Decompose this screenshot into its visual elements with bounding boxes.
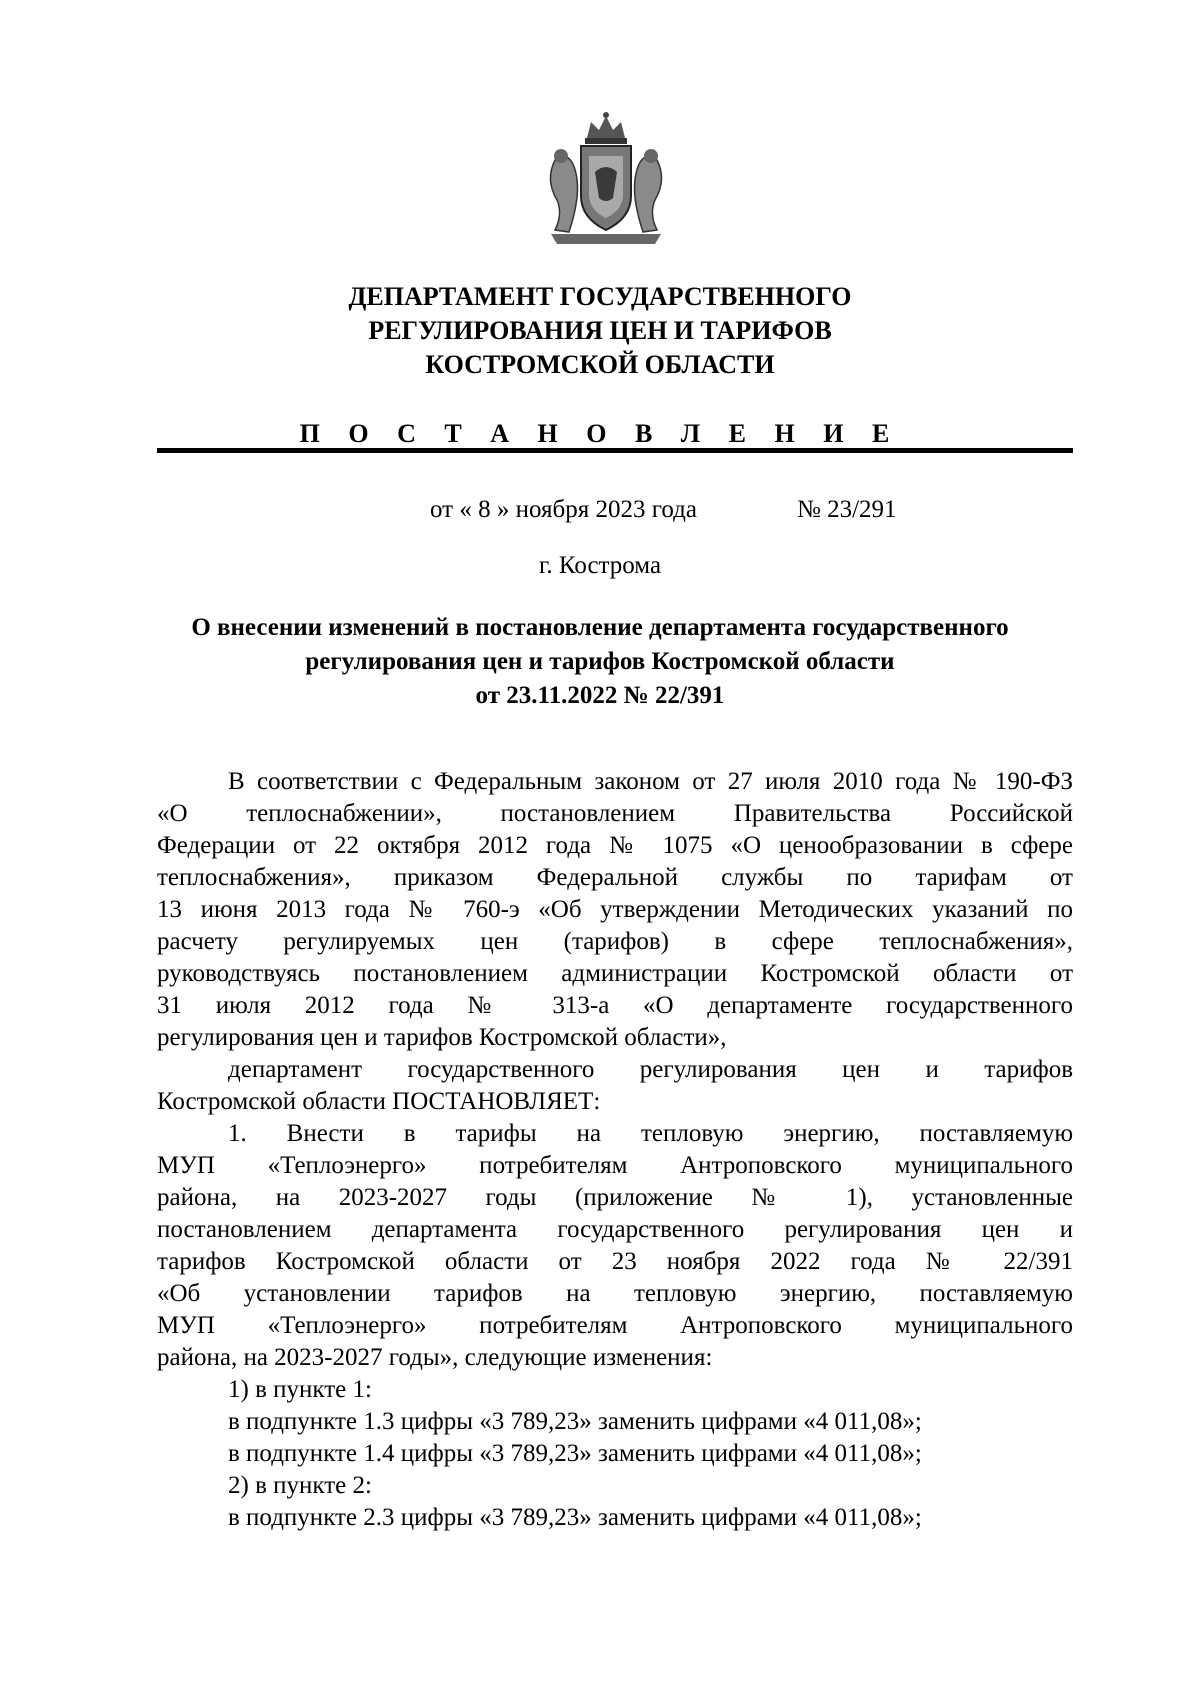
body-line: МУП «Теплоэнерго» потребителям Антроповского муниципального	[157, 1152, 1073, 1179]
body-line: 31 июля 2012 года № 313-а «О департаменте государственного	[157, 992, 1073, 1019]
body-line: 13 июня 2013 года № 760-э «Об утверждении Методических указаний по	[157, 896, 1073, 923]
coat-of-arms-icon	[535, 110, 677, 252]
body-line: В соответствии с Федеральным законом от 27 июля 2010 года № 190-ФЗ	[228, 768, 1073, 795]
body-line: расчету регулируемых цен (тарифов) в сфере теплоснабжения»,	[157, 928, 1073, 955]
department-name-line-2: РЕГУЛИРОВАНИЯ ЦЕН И ТАРИФОВ	[368, 316, 832, 345]
document-city: г. Кострома	[538, 552, 662, 579]
document-date: от « 8 » ноября 2023 года	[430, 496, 697, 523]
header-divider	[157, 448, 1073, 453]
department-name-line-1: ДЕПАРТАМЕНТ ГОСУДАРСТВЕННОГО	[348, 282, 852, 311]
body-line: района, на 2023-2027 годы», следующие изменения:	[157, 1344, 713, 1371]
department-name-line-3: КОСТРОМСКОЙ ОБЛАСТИ	[425, 350, 775, 379]
subject-line-3: от 23.11.2022 № 22/391	[475, 682, 725, 709]
document-number: № 23/291	[797, 496, 897, 523]
body-line: 1) в пункте 1:	[228, 1376, 372, 1403]
body-line: Костромской области ПОСТАНОВЛЯЕТ:	[157, 1088, 601, 1115]
body-line: департамент государственного регулирования цен и тарифов	[228, 1056, 1073, 1083]
body-line: Федерации от 22 октября 2012 года № 1075 «О ценообразовании в сфере	[157, 832, 1073, 859]
body-line: 1. Внести в тарифы на тепловую энергию, поставляемую	[228, 1120, 1073, 1147]
subject-line-1: О внесении изменений в постановление департамента государственного	[191, 614, 1009, 641]
subject-line-2: регулирования цен и тарифов Костромской области	[305, 648, 895, 675]
body-line: регулирования цен и тарифов Костромской области»,	[157, 1024, 727, 1051]
body-line: в подпункте 2.3 цифры «3 789,23» заменить цифрами «4 011,08»;	[228, 1504, 922, 1531]
body-line: 2) в пункте 2:	[228, 1472, 372, 1499]
body-line: «Об установлении тарифов на тепловую энергию, поставляемую	[157, 1280, 1073, 1307]
body-line: руководствуясь постановлением администрации Костромской области от	[157, 960, 1073, 987]
body-line: района, на 2023-2027 годы (приложение № 1), установленные	[157, 1184, 1073, 1211]
body-line: «О теплоснабжении», постановлением Правительства Российской	[157, 800, 1073, 827]
document-type-title: П О С Т А Н О В Л Е Н И Е	[299, 419, 901, 448]
body-line: МУП «Теплоэнерго» потребителям Антроповского муниципального	[157, 1312, 1073, 1339]
body-line: теплоснабжения», приказом Федеральной службы по тарифам от	[157, 864, 1073, 891]
body-line: тарифов Костромской области от 23 ноября 2022 года № 22/391	[157, 1248, 1073, 1275]
body-line: постановлением департамента государственного регулирования цен и	[157, 1216, 1073, 1243]
body-line: в подпункте 1.4 цифры «3 789,23» заменить цифрами «4 011,08»;	[228, 1440, 922, 1467]
body-line: в подпункте 1.3 цифры «3 789,23» заменить цифрами «4 011,08»;	[228, 1408, 922, 1435]
